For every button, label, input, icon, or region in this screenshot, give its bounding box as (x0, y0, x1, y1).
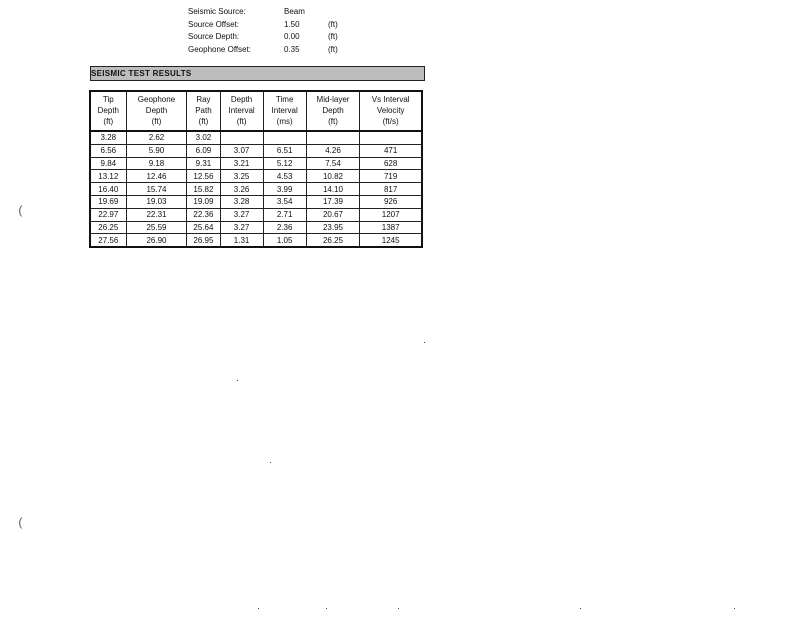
scan-hole-mark: ( (16, 515, 23, 529)
table-cell: 3.02 (187, 131, 220, 144)
param-value: 1.50 (284, 19, 300, 29)
scan-hole-mark: ( (16, 203, 23, 217)
column-header-line: Interval (271, 106, 298, 115)
table-cell: 817 (360, 183, 422, 196)
table-cell: 1207 (360, 208, 422, 221)
table-cell: 26.95 (187, 234, 220, 247)
column-header-line: (ft) (328, 117, 338, 126)
table-cell: 1245 (360, 234, 422, 247)
column-header (360, 91, 422, 131)
source-parameters (188, 6, 348, 56)
param-unit: (ft) (328, 19, 338, 29)
table-cell: 9.18 (126, 157, 187, 170)
table-cell: 5.12 (263, 157, 306, 170)
table-cell: 16.40 (90, 183, 126, 196)
column-header-line: (ms) (276, 117, 293, 126)
table-cell: 9.31 (187, 157, 220, 170)
param-row (188, 6, 348, 19)
table-cell: 10.82 (306, 170, 360, 183)
column-header-line: (ft) (103, 117, 114, 126)
table-cell: 17.39 (306, 195, 360, 208)
seismic-results-table (89, 90, 423, 248)
column-header-line: (ft) (236, 117, 247, 126)
param-label: Source Depth: (188, 32, 240, 41)
table-cell (263, 131, 306, 144)
column-header-line: (ft) (198, 117, 209, 126)
table-row (90, 183, 422, 196)
column-header-line: Velocity (376, 106, 405, 115)
column-header-line: Depth (230, 95, 253, 104)
table-row (90, 208, 422, 221)
param-row (188, 31, 348, 44)
param-label: Seismic Source: (188, 7, 246, 16)
column-header (126, 91, 187, 131)
table-cell: 2.62 (126, 131, 187, 144)
table-row (90, 221, 422, 234)
table-cell: 6.51 (263, 144, 306, 157)
table-row (90, 157, 422, 170)
table-cell: 20.67 (306, 208, 360, 221)
table-row (90, 195, 422, 208)
scan-speck (424, 342, 425, 343)
table-cell: 3.27 (220, 221, 263, 234)
table-cell: 1.31 (220, 234, 263, 247)
table-cell: 3.28 (90, 131, 126, 144)
column-header-line: Vs Interval (371, 95, 410, 104)
column-header-line: (ft/s) (382, 117, 399, 126)
scan-speck (734, 608, 735, 609)
param-label: Source Offset: (188, 19, 239, 29)
column-header-line: Time (275, 95, 294, 104)
table-body (90, 131, 422, 247)
table-cell: 3.21 (220, 157, 263, 170)
param-unit (328, 6, 348, 19)
column-header (263, 91, 306, 131)
table-cell: 1.05 (263, 234, 306, 247)
column-header (220, 91, 263, 131)
table-cell: 628 (360, 157, 422, 170)
scan-speck (237, 380, 238, 381)
table-cell: 23.95 (306, 221, 360, 234)
table-cell: 26.90 (126, 234, 187, 247)
table-cell: 3.54 (263, 195, 306, 208)
table-cell (306, 131, 360, 144)
table-cell (220, 131, 263, 144)
param-row (188, 19, 348, 32)
table-cell: 3.07 (220, 144, 263, 157)
table-cell: 15.82 (187, 183, 220, 196)
banner-title: SEISMIC TEST RESULTS (91, 69, 192, 78)
param-row (188, 44, 348, 57)
table-row (90, 170, 422, 183)
table-header-row (90, 91, 422, 131)
column-header-line: Tip (102, 95, 114, 104)
param-label: Geophone Offset: (188, 44, 252, 54)
table-cell: 15.74 (126, 183, 187, 196)
table-cell: 19.09 (187, 195, 220, 208)
table-cell: 2.36 (263, 221, 306, 234)
column-header-line: Interval (228, 106, 255, 115)
scan-speck (580, 608, 581, 609)
table-row (90, 144, 422, 157)
table-cell: 3.28 (220, 195, 263, 208)
column-header (90, 91, 126, 131)
table-cell: 2.71 (263, 208, 306, 221)
table-cell (360, 131, 422, 144)
table-cell: 25.59 (126, 221, 187, 234)
table-cell: 19.69 (90, 195, 126, 208)
column-header-line: Mid-layer (316, 95, 350, 104)
table-cell: 12.46 (126, 170, 187, 183)
table-cell: 22.36 (187, 208, 220, 221)
scan-speck (270, 462, 271, 463)
table-cell: 25.64 (187, 221, 220, 234)
scan-speck (326, 608, 327, 609)
table-cell: 3.25 (220, 170, 263, 183)
table-cell: 26.25 (90, 221, 126, 234)
param-value: 0.35 (284, 44, 300, 54)
table-row (90, 131, 422, 144)
scan-speck (398, 608, 399, 609)
table-cell: 12.56 (187, 170, 220, 183)
column-header-line: Path (195, 106, 212, 115)
column-header-line: Depth (145, 106, 168, 115)
column-header-line: Depth (322, 106, 344, 115)
table-cell: 22.97 (90, 208, 126, 221)
param-unit: (ft) (328, 32, 338, 41)
table-cell: 14.10 (306, 183, 360, 196)
column-header-line: Ray (196, 95, 211, 104)
column-header-line: Depth (97, 106, 119, 115)
table-cell: 27.56 (90, 234, 126, 247)
param-unit: (ft) (328, 44, 338, 54)
column-header (306, 91, 360, 131)
table-cell: 6.56 (90, 144, 126, 157)
scan-speck (258, 608, 259, 609)
table-cell: 3.99 (263, 183, 306, 196)
param-value: Beam (284, 7, 305, 16)
table-cell: 4.53 (263, 170, 306, 183)
table-row (90, 234, 422, 247)
table-cell: 1387 (360, 221, 422, 234)
table-cell: 471 (360, 144, 422, 157)
table-cell: 6.09 (187, 144, 220, 157)
table-cell: 5.90 (126, 144, 187, 157)
column-header-line: (ft) (151, 117, 162, 126)
table-cell: 19.03 (126, 195, 187, 208)
table-cell: 7.54 (306, 157, 360, 170)
table-cell: 3.27 (220, 208, 263, 221)
table-cell: 22.31 (126, 208, 187, 221)
table-cell: 3.26 (220, 183, 263, 196)
table-cell: 9.84 (90, 157, 126, 170)
results-banner (90, 66, 425, 81)
param-value: 0.00 (284, 32, 300, 41)
column-header-line: Geophone (137, 95, 176, 104)
table-cell: 926 (360, 195, 422, 208)
table-cell: 13.12 (90, 170, 126, 183)
column-header (187, 91, 220, 131)
table-cell: 719 (360, 170, 422, 183)
table-cell: 4.26 (306, 144, 360, 157)
table-cell: 26.25 (306, 234, 360, 247)
